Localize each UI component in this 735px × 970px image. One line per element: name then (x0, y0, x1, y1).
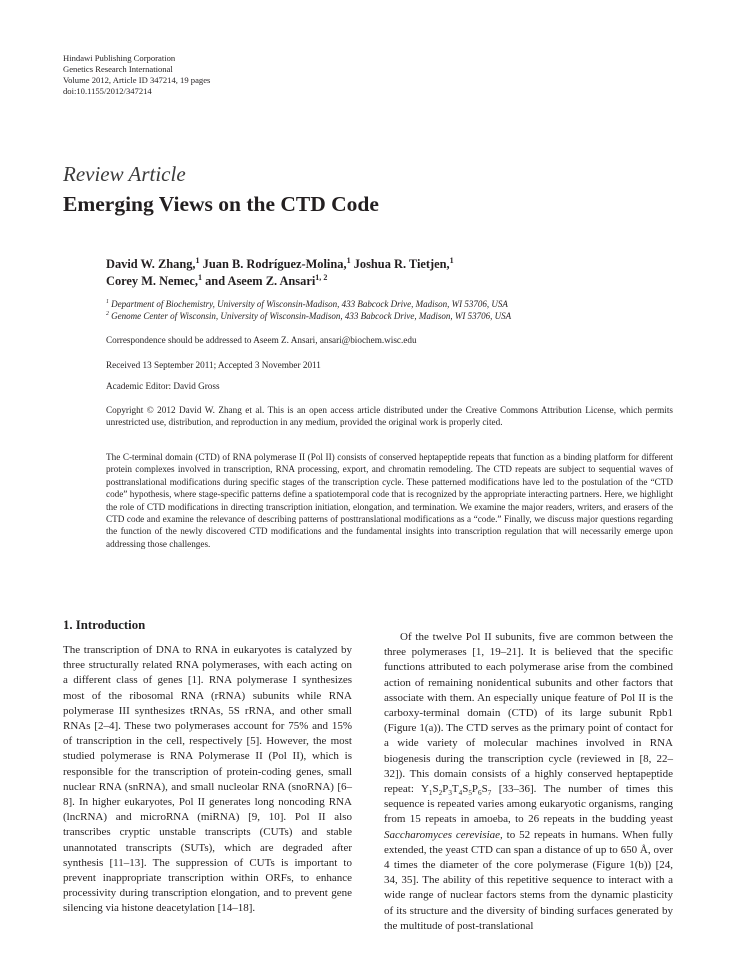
doi: doi:10.1155/2012/347214 (63, 85, 152, 96)
author-list (106, 256, 666, 290)
correspondence: Correspondence should be addressed to Aseem Z. Ansari, ansari@biochem.wisc.edu (106, 335, 417, 345)
author: Corey M. Nemec,$^1$ (106, 272, 202, 288)
affiliations (106, 298, 511, 322)
author: Joshua R. Tietjen,$^1$ (353, 255, 454, 271)
author: Juan B. Rodríguez-Molina,$^1$ (202, 255, 351, 271)
heptapeptide-sequence: $Y_1S_2P_3T_4S_5P_6S_7$ (420, 783, 492, 798)
publisher: Hindawi Publishing Corporation (63, 53, 176, 63)
affiliation: $^2$ Genome Center of Wisconsin, University of Wisconsin-Madison, 433 Babcock Drive, Madison, WI 53706, USA (106, 311, 512, 321)
species-name: Saccharomyces cerevisiae, (384, 828, 503, 841)
author: and Aseem Z. Ansari$^{1, 2}$ (205, 272, 328, 288)
journal-name: Genetics Research International (63, 63, 173, 74)
affiliation: $^1$ Department of Biochemistry, University of Wisconsin-Madison, 433 Babcock Drive, Madison, WI 53706, USA (106, 299, 508, 309)
copyright-notice: Copyright © 2012 David W. Zhang et al. This is an open access article distributed under the Creative Commons Attribution License, which permits unrestricted use, distribution, and reproduction in any medium, provided the original work is properly cited. (106, 405, 673, 428)
intro-paragraph-left: The transcription of DNA to RNA in eukaryotes is catalyzed by three structurally related RNA polymerases, with each acting on a different class of genes [1]. RNA polymerase I synthesizes most of the ribosomal RNA (rRNA) subunits while RNA polymerase III synthesizes tRNAs, 5S rRNA, and other small RNAs [2–4]. These two polymerases account for 75% and 15% of transcription in the cell, respectively [5]. However, the most studied polymerase is RNA Polymerase II (Pol II), which is responsible for the transcription of protein-coding genes, small nuclear RNA (snRNA), and small nucleolar RNA (snoRNA) [6–8]. In higher eukaryotes, Pol II generates long noncoding RNA (lncRNA) and microRNA (miRNA) [9, 10]. Pol II also transcribes cryptic unstable transcripts (CUTs) and stable unannotated transcripts (SUTs), which are degraded after synthesis [11–13]. The suppression of CUTs is important to prevent inappropriate transcription within ORFs, to enhance processivity during transcription elongation, and to prevent gene silencing via histone deacetylation [14–18]. (63, 644, 352, 915)
intro-paragraph-right: Of the twelve Pol II subunits, five are common between the three polymerases [1, 19–21]. It is believed that the specific functions attributed to each polymerase arise from the combined action of remaining nonidentical subunits and other factors that associate with them. An especially unique feature of Pol II is the carboxy-terminal domain (CTD) of its large subunit Rpb1 (Figure 1(a)). The CTD serves as the primary point of contact for a wide variety of molecular machines involved in RNA biogenesis during the transcription cycle (reviewed in [8, 22–32]). This domain consists of a highly conserved heptapeptide repeat: $Y_1S_2P_3T_4S_5P_6S_7$ [33–36]. The number of times this sequence is repeated varies among eukaryotic organisms, ranging from 15 repeats in amoeba, to 26 repeats in the budding yeast Saccharomyces cerevisiae, to 52 repeats in humans. When fully extended, the yeast CTD can span a distance of up to 650 Å, over 4 times the diameter of the core polymerase (Figure 1(b)) [24, 34, 35]. The ability of this repetitive sequence to interact with a wide range of nuclear factors stems from the dynamic plasticity of its structure and the diversity of binding surfaces generated by the multitude of post-translational (384, 631, 674, 932)
author: David W. Zhang,$^1$ (106, 255, 200, 271)
academic-editor: Academic Editor: David Gross (106, 381, 220, 391)
received-date: Received 13 September 2011; Accepted 3 November 2011 (106, 360, 321, 370)
section-heading: 1. Introduction (63, 618, 146, 632)
publication-info (63, 53, 210, 97)
article-title: Emerging Views on the CTD Code (63, 192, 379, 216)
article-type: Review Article (63, 162, 186, 186)
abstract: The C-terminal domain (CTD) of RNA polymerase II (Pol II) consists of conserved heptapeptide repeats that function as a binding platform for different protein complexes involved in transcription, RNA processing, export, and chromatin remodeling. The CTD repeats are subject to sequential waves of posttranslational modifications during specific stages of the transcription cycle. These patterned modifications have led to the postulation of the “CTD code” hypothesis, where stage-specific patterns define a spatiotemporal code that is recognized by the appropriate interacting partners. Here, we highlight the role of CTD modifications in directing transcription initiation, elongation, and termination. We examine the major readers, writers, and erasers of the CTD code and examine the relevance of describing patterns of posttranslational modifications as a “code.” Finally, we discuss major questions regarding the function of the newly discovered CTD modifications and the fundamental insights into transcription regulation that will necessarily emerge upon addressing those challenges. (106, 452, 673, 549)
volume-info: Volume 2012, Article ID 347214, 19 pages (63, 74, 211, 85)
